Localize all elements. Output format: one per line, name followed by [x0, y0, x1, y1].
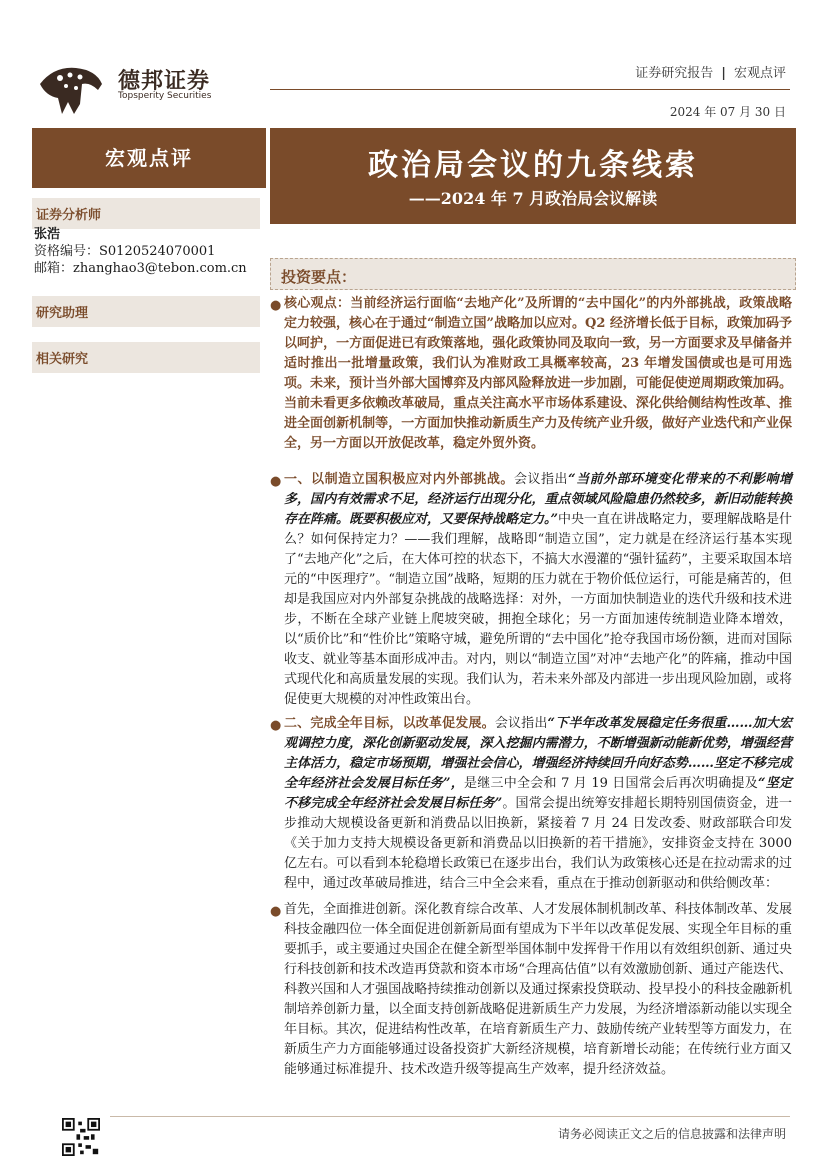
bullet-icon: ●: [270, 298, 282, 313]
footer-divider: [110, 1116, 790, 1117]
brand-english-name: Topsperity Securities: [118, 91, 212, 101]
title-block: [270, 128, 796, 224]
section-two-lead: 二、完成全年目标，以改革促发展。: [284, 716, 495, 731]
report-category: 宏观点评: [733, 66, 786, 81]
header-separator: |: [721, 66, 726, 81]
section-one-paragraph: [284, 470, 792, 710]
report-type: 证券研究报告: [635, 66, 714, 81]
category-label: 宏观点评: [105, 146, 193, 170]
key-points-heading: 投资要点：: [281, 268, 357, 286]
analyst-name: 张浩: [34, 227, 61, 242]
section-one-lead: 一、以制造立国积极应对内外部挑战。: [284, 472, 514, 487]
category-block: [32, 128, 268, 188]
sidebar-analyst-header: [32, 198, 260, 229]
section-one-intro: 会议指出: [513, 472, 569, 487]
company-logo: [36, 58, 106, 118]
sidebar-related-header: [32, 342, 260, 373]
bullet-icon: ●: [270, 718, 282, 733]
brand-name: 德邦证券: [118, 69, 211, 94]
core-view-paragraph: 核心观点：当前经济运行面临“去地产化”及所谓的“去中国化”的内外部挑战，政策战略定力较强，核心在于通过“制造立国”战略加以应对。Q2 经济增长低于目标，政策加码予以呵护，一方面促进已有政策落地，强化政策协同及取向一致，另一方面要求及早储备并适时推出一批增量政策，我们认为准财政工具概率较高，23 年增发国债或也是可用选项。未来，预计当外部大国博弈及内部风险释放进一步加剧，可能促使逆周期政策加码。当前未看更多依赖改革破局，重点关注高水平市场体系建设、深化供给侧结构性改革、推进全面创新机制等，一方面加快推动新质生产力及传统产业升级，做好产业迭代和产业保全，另一方面以开放促改革，稳定外贸外资。: [284, 296, 792, 451]
report-subtitle: ——2024 年 7 月政治局会议解读: [408, 189, 658, 208]
section-one-body: 中央一直在讲战略定力，要理解战略是什么？如何保持定力？——我们理解，战略即“制造立国”，定力就是在经济运行基本实现了“去地产化”之后，在大体可控的状态下，不搞大水漫灌的“强针猛药”，主要采取国本培元的“中医理疗”。“制造立国”战略，短期的压力就在于物价低位运行，可能是痛苦的，但却是我国应对内外部复杂挑战的战略选择：对外，一方面加快制造业的迭代升级和技术进步，不断在全球产业链上爬坡突破，拥抱全球化；另一方面加速传统制造业降本增效，以“质价比”和“性价比”策略守城，避免所谓的“去中国化”抢夺我国市场份额，进而对国际收支、就业等基本面形成冲击。对内，则以“制造立国”对冲“去地产化”的阵痛，推动中国式现代化和高质量发展的实现。我们认为，若未来外部及内部进一步出现风险加剧，或将促使更大规模的对冲性政策出台。: [284, 512, 792, 707]
disclaimer-note: 请务必阅读正文之后的信息披露和法律声明: [557, 1127, 786, 1141]
report-date: 2024 年 07 月 30 日: [669, 105, 786, 119]
qr-code-icon: [62, 1118, 100, 1156]
section-one-quote: “当前外部环境变化带来的不利影响增多，国内有效需求不足，经济运行出现分化，重点领域风险隐患仍然较多，新旧动能转换存在阵痛。既要积极应对，又要保持战略定力。”: [284, 472, 792, 527]
section-two-intro: 会议指出: [494, 716, 548, 731]
related-research-heading: 相关研究: [32, 342, 260, 373]
analyst-info: [34, 226, 260, 277]
header-divider: [270, 89, 790, 90]
section-two-body-a: 是继三中全会和 7 月 19 日国常会后再次明确提及: [463, 776, 759, 791]
section-two-quote-2: “坚定不移完成全年经济社会发展目标任务”: [284, 776, 793, 811]
report-header: [635, 62, 786, 81]
assistant-heading: 研究助理: [32, 296, 260, 327]
bullet-icon: ●: [270, 474, 282, 489]
section-two-quote: “下半年改革发展稳定任务很重……加大宏观调控力度，深化创新驱动发展，深入挖掘内需潜力，不断增强新动能新优势，增强经营主体活力，稳定市场预期，增强社会信心，增强经济持续回升向好态势……坚定不移完成全年经济社会发展目标任务”，: [284, 716, 792, 791]
analyst-email[interactable]: 邮箱：zhanghao3@tebon.com.cn: [34, 261, 247, 276]
bullet-icon: ●: [270, 904, 282, 919]
report-title: 政治局会议的九条线索: [368, 148, 698, 183]
key-points-header: [270, 258, 796, 290]
innovation-paragraph: 首先，全面推进创新。深化教育综合改革、人才发展体制机制改革、科技体制改革、发展科技金融四位一体全面促进创新新局面有望成为下半年以改革促发展、实现全年目标的重要抓手，或主要通过央国企在健全新型举国体制中发挥骨干作用以有效组织创新、通过央行科技创新和技术改造再贷款和资本市场“合理高估值”以有效激励创新、通过产能迭代、科教兴国和人才强国战略持续推动创新以及通过探索投贷联动、投早投小的科技金融新机制培养创新力量，以全面支持创新战略促进新质生产力发展，为经济增添新动能以实现全年目标。其次，促进结构性改革，在培育新质生产力、鼓励传统产业转型等方面发力，在新质生产力方面能够通过设备投资扩大新经济规模，培育新增长动能；在传统行业方面又能够通过标准提升、技术改造升级等提高生产效率，提升经济效益。: [284, 902, 792, 1077]
analyst-heading: 证券分析师: [32, 198, 260, 229]
section-two-body-b: 。国常会提出统筹安排超长期特别国债资金，进一步推动大规模设备更新和消费品以旧换新，紧接着 7 月 24 日发改委、财政部联合印发《关于加力支持大规模设备更新和消费品以旧换新的若干措施》，安排资金支持在 3000 亿左右。可以看到本轮稳增长政策已在逐步出台，我们认为政策核心还是在拉动需求的过程中，通过改革破局推进，结合三中全会来看，重点在于推动创新驱动和供给侧改革：: [284, 796, 792, 891]
sidebar-assistant-header: [32, 296, 260, 327]
analyst-qualification: 资格编号：S0120524070001: [34, 244, 216, 259]
section-two-paragraph: [284, 714, 792, 894]
